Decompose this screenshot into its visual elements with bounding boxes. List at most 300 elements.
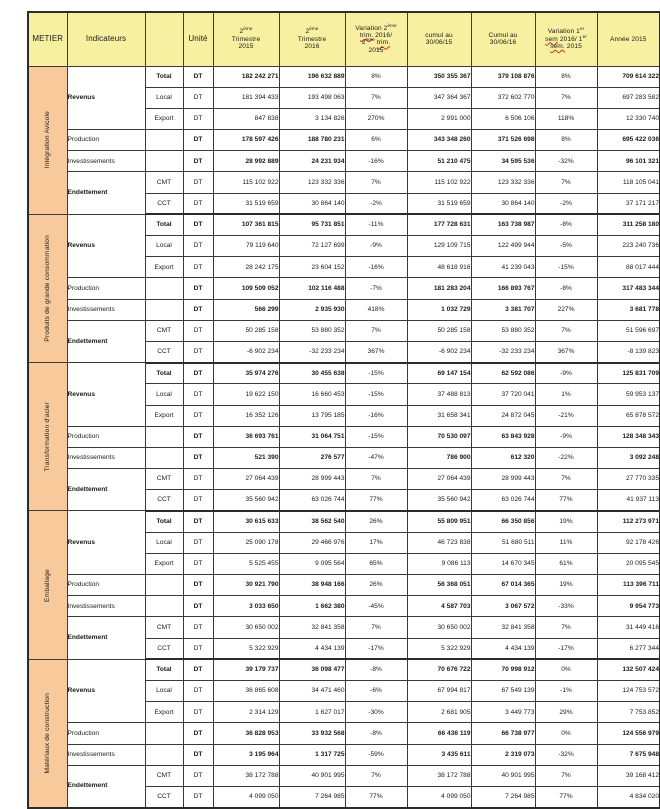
indicator-cell: Investissements [67, 744, 145, 765]
value-cumul-2016: 4 434 139 [471, 638, 535, 659]
sub-indicator-cell: Export [145, 257, 183, 278]
table-row [28, 426, 660, 447]
value-annee-2015: 37 171 217 [597, 193, 660, 214]
value-annee-2015: 39 168 412 [597, 765, 660, 786]
unit-cell: DT [183, 363, 213, 384]
value-cumul-2016: 66 738 977 [471, 723, 535, 744]
sub-indicator-cell [145, 151, 183, 172]
header-subindicator-blank [145, 12, 183, 66]
value-t2-2015: 3 033 650 [213, 596, 279, 617]
value-t2-2015: 4 099 050 [213, 786, 279, 807]
value-variation-semestre: 7% [535, 87, 597, 108]
value-cumul-2015: 350 355 367 [407, 66, 471, 87]
value-t2-2015: 30 650 002 [213, 617, 279, 638]
header-cumul-2016 [471, 12, 535, 66]
value-annee-2015: 41 937 113 [597, 490, 660, 511]
table-row [28, 659, 660, 680]
value-cumul-2015: 70 530 097 [407, 426, 471, 447]
value-annee-2015: 118 105 041 [597, 172, 660, 193]
metier-cell [28, 659, 67, 807]
value-t2-2016: 40 901 995 [279, 765, 345, 786]
sub-indicator-cell [145, 426, 183, 447]
value-cumul-2016: 67 549 139 [471, 680, 535, 701]
value-variation-trimestre: -15% [345, 426, 407, 447]
value-cumul-2015: 70 676 722 [407, 659, 471, 680]
metier-cell [28, 66, 67, 214]
value-cumul-2016: 41 239 043 [471, 257, 535, 278]
value-t2-2016: 123 332 336 [279, 172, 345, 193]
value-variation-trimestre: -15% [345, 384, 407, 405]
value-cumul-2016: 53 880 352 [471, 320, 535, 341]
table-row [28, 723, 660, 744]
value-cumul-2015: 55 809 951 [407, 511, 471, 532]
value-variation-semestre: 11% [535, 532, 597, 553]
metier-cell [28, 363, 67, 511]
value-cumul-2015: 181 283 204 [407, 278, 471, 299]
header-t2-2015 [213, 12, 279, 66]
unit-cell: DT [183, 278, 213, 299]
value-variation-trimestre: -59% [345, 744, 407, 765]
value-t2-2016: 95 731 851 [279, 214, 345, 235]
value-cumul-2015: 56 368 051 [407, 575, 471, 596]
sub-indicator-cell: CCT [145, 490, 183, 511]
value-variation-trimestre: 77% [345, 786, 407, 807]
sub-indicator-cell: CCT [145, 193, 183, 214]
unit-cell: DT [183, 659, 213, 680]
metier-label: Matériaux de construction [44, 692, 52, 774]
header-variation-trimestre [345, 12, 407, 66]
value-cumul-2016: 37 720 041 [471, 384, 535, 405]
value-annee-2015: 113 396 711 [597, 575, 660, 596]
value-annee-2015: 132 507 424 [597, 659, 660, 680]
value-variation-trimestre: 367% [345, 341, 407, 362]
spellcheck-word-sem1: sem [545, 35, 558, 43]
unit-cell: DT [183, 617, 213, 638]
value-annee-2015: 96 101 321 [597, 151, 660, 172]
value-annee-2015: 128 348 343 [597, 426, 660, 447]
value-t2-2015: 36 693 761 [213, 426, 279, 447]
value-annee-2015: 27 770 335 [597, 469, 660, 490]
value-annee-2015: 20 095 545 [597, 553, 660, 574]
value-annee-2015: 88 017 444 [597, 257, 660, 278]
metier-indicators-table [27, 11, 660, 809]
unit-cell: DT [183, 638, 213, 659]
indicator-cell: Revenus [67, 511, 145, 575]
value-variation-trimestre: -2% [345, 193, 407, 214]
indicator-cell: Revenus [67, 659, 145, 723]
value-variation-trimestre: -47% [345, 447, 407, 468]
table-row [28, 214, 660, 235]
header-metier: METIER [28, 12, 67, 66]
value-cumul-2015: 343 348 260 [407, 130, 471, 151]
sub-indicator-cell: Local [145, 384, 183, 405]
value-t2-2016: 63 026 744 [279, 490, 345, 511]
value-cumul-2016: 24 872 045 [471, 405, 535, 426]
header-t2-2016-line3: 2016 [304, 42, 320, 50]
value-variation-trimestre: 7% [345, 469, 407, 490]
table-row [28, 151, 660, 172]
value-variation-semestre: -1% [535, 680, 597, 701]
sub-indicator-cell: Total [145, 66, 183, 87]
indicator-cell: Endettement [67, 765, 145, 807]
value-cumul-2015: 2 681 905 [407, 702, 471, 723]
value-annee-2015: 3 681 778 [597, 299, 660, 320]
value-cumul-2015: 31 519 659 [407, 193, 471, 214]
value-t2-2016: 196 632 889 [279, 66, 345, 87]
value-t2-2016: 38 948 166 [279, 575, 345, 596]
table-row [28, 363, 660, 384]
value-t2-2015: 36 865 608 [213, 680, 279, 701]
unit-cell: DT [183, 130, 213, 151]
unit-cell: DT [183, 320, 213, 341]
value-t2-2015: 19 622 150 [213, 384, 279, 405]
value-annee-2015: 317 483 344 [597, 278, 660, 299]
value-t2-2015: 181 394 433 [213, 87, 279, 108]
header-t2-2016 [279, 12, 345, 66]
value-cumul-2016: 612 320 [471, 447, 535, 468]
value-cumul-2015: 50 285 158 [407, 320, 471, 341]
value-t2-2015: 36 828 953 [213, 723, 279, 744]
value-annee-2015: 112 273 971 [597, 511, 660, 532]
value-variation-semestre: -21% [535, 405, 597, 426]
spellcheck-word-sem2: sem. [550, 42, 565, 50]
value-cumul-2016: 30 864 140 [471, 193, 535, 214]
value-t2-2015: 5 525 455 [213, 553, 279, 574]
unit-cell: DT [183, 680, 213, 701]
value-cumul-2015: 2 991 000 [407, 108, 471, 129]
unit-cell: DT [183, 214, 213, 235]
header-cumul-2016-line1: Cumul au [488, 31, 518, 39]
value-cumul-2016: 163 738 987 [471, 214, 535, 235]
header-var-trim-line2: trim. 2016/ [359, 31, 393, 39]
value-t2-2015: 25 090 178 [213, 532, 279, 553]
value-t2-2016: 7 264 985 [279, 786, 345, 807]
value-variation-semestre: 19% [535, 511, 597, 532]
unit-cell: DT [183, 108, 213, 129]
metier-label: Transformation d'acier [44, 402, 52, 472]
metier-label: Intégration Avicole [44, 111, 52, 169]
header-cumul-2015-line1: cumul au [425, 31, 453, 39]
value-variation-trimestre: 6% [345, 130, 407, 151]
unit-cell: DT [183, 469, 213, 490]
value-variation-trimestre: 17% [345, 532, 407, 553]
sub-indicator-cell: Export [145, 405, 183, 426]
value-t2-2016: 34 471 460 [279, 680, 345, 701]
sub-indicator-cell: CMT [145, 320, 183, 341]
value-cumul-2015: 4 099 050 [407, 786, 471, 807]
indicator-cell: Revenus [67, 363, 145, 427]
spellcheck-word-trim1: trim. [359, 31, 374, 39]
value-variation-trimestre: -8% [345, 723, 407, 744]
value-t2-2016: 9 095 564 [279, 553, 345, 574]
sub-indicator-cell [145, 447, 183, 468]
value-variation-trimestre: 7% [345, 320, 407, 341]
value-variation-trimestre: -6% [345, 680, 407, 701]
table-row [28, 299, 660, 320]
sub-indicator-cell: Local [145, 680, 183, 701]
value-variation-semestre: 19% [535, 575, 597, 596]
value-cumul-2016: 14 670 345 [471, 553, 535, 574]
value-variation-semestre: -9% [535, 426, 597, 447]
value-cumul-2015: 30 650 002 [407, 617, 471, 638]
value-cumul-2015: 66 436 119 [407, 723, 471, 744]
metier-cell [28, 511, 67, 659]
value-t2-2016: 1 627 017 [279, 702, 345, 723]
value-cumul-2016: 51 680 511 [471, 532, 535, 553]
table-row [28, 278, 660, 299]
indicator-cell: Production [67, 426, 145, 447]
sub-indicator-cell: Export [145, 108, 183, 129]
value-variation-semestre: -17% [535, 638, 597, 659]
sub-indicator-cell: Total [145, 659, 183, 680]
spellcheck-word-trim2: trim. [376, 39, 391, 47]
header-var-trim-line4: 2015 [368, 46, 384, 54]
indicator-cell: Investissements [67, 596, 145, 617]
value-cumul-2016: 6 506 106 [471, 108, 535, 129]
value-t2-2016: 28 999 443 [279, 469, 345, 490]
sub-indicator-cell: Total [145, 363, 183, 384]
sub-indicator-cell: CMT [145, 765, 183, 786]
value-variation-trimestre: 26% [345, 575, 407, 596]
unit-cell: DT [183, 553, 213, 574]
header-var-sem-line1: Variation 1er [547, 26, 585, 36]
header-t2-2016-line2: Trimestre [297, 35, 327, 43]
value-annee-2015: 4 834 020 [597, 786, 660, 807]
sub-indicator-cell [145, 299, 183, 320]
sub-indicator-cell: Total [145, 214, 183, 235]
table-row [28, 744, 660, 765]
value-cumul-2016: 7 264 985 [471, 786, 535, 807]
unit-cell: DT [183, 426, 213, 447]
value-t2-2015: 30 615 633 [213, 511, 279, 532]
unit-cell: DT [183, 490, 213, 511]
indicator-cell: Investissements [67, 151, 145, 172]
value-variation-semestre: 7% [535, 320, 597, 341]
value-t2-2015: 27 064 439 [213, 469, 279, 490]
header-var-sem-line2: sem 2016/ 1er [545, 33, 587, 43]
value-variation-semestre: 29% [535, 702, 597, 723]
sub-indicator-cell: CCT [145, 341, 183, 362]
indicator-cell: Endettement [67, 617, 145, 659]
value-t2-2016: 36 098 477 [279, 659, 345, 680]
table-row [28, 511, 660, 532]
value-cumul-2016: 67 014 365 [471, 575, 535, 596]
value-t2-2016: 53 880 352 [279, 320, 345, 341]
unit-cell: DT [183, 257, 213, 278]
value-variation-trimestre: 418% [345, 299, 407, 320]
value-t2-2016: 4 434 139 [279, 638, 345, 659]
unit-cell: DT [183, 596, 213, 617]
unit-cell: DT [183, 384, 213, 405]
table-row [28, 469, 660, 490]
value-t2-2016: 33 932 568 [279, 723, 345, 744]
value-annee-2015: 92 178 426 [597, 532, 660, 553]
value-variation-semestre: 227% [535, 299, 597, 320]
value-cumul-2016: 63 026 744 [471, 490, 535, 511]
value-variation-semestre: -8% [535, 278, 597, 299]
value-cumul-2015: 1 032 729 [407, 299, 471, 320]
unit-cell: DT [183, 511, 213, 532]
value-variation-semestre: -9% [535, 363, 597, 384]
value-t2-2015: 50 285 158 [213, 320, 279, 341]
value-cumul-2015: 27 064 439 [407, 469, 471, 490]
value-t2-2016: 13 795 185 [279, 405, 345, 426]
value-t2-2015: 182 242 271 [213, 66, 279, 87]
value-t2-2015: 2 314 129 [213, 702, 279, 723]
value-cumul-2015: 3 435 611 [407, 744, 471, 765]
value-variation-trimestre: -7% [345, 278, 407, 299]
value-annee-2015: 31 449 416 [597, 617, 660, 638]
spreadsheet-sheet [27, 11, 659, 809]
unit-cell: DT [183, 723, 213, 744]
unit-cell: DT [183, 299, 213, 320]
value-cumul-2015: 129 109 715 [407, 236, 471, 257]
value-cumul-2015: 69 147 154 [407, 363, 471, 384]
value-t2-2016: 30 864 140 [279, 193, 345, 214]
value-annee-2015: 59 953 137 [597, 384, 660, 405]
value-t2-2016: 72 127 699 [279, 236, 345, 257]
value-t2-2015: 79 119 640 [213, 236, 279, 257]
value-cumul-2016: 70 998 912 [471, 659, 535, 680]
value-variation-trimestre: 65% [345, 553, 407, 574]
value-variation-semestre: 7% [535, 469, 597, 490]
value-t2-2015: 38 172 788 [213, 765, 279, 786]
header-t2-2015-line2: Trimestre [231, 35, 261, 43]
value-cumul-2016: 122 499 944 [471, 236, 535, 257]
value-t2-2015: 35 974 276 [213, 363, 279, 384]
value-cumul-2015: 46 723 838 [407, 532, 471, 553]
value-variation-semestre: 77% [535, 786, 597, 807]
value-variation-trimestre: -45% [345, 596, 407, 617]
value-cumul-2016: 63 843 928 [471, 426, 535, 447]
unit-cell: DT [183, 151, 213, 172]
value-variation-semestre: 77% [535, 490, 597, 511]
unit-cell: DT [183, 405, 213, 426]
value-annee-2015: 311 258 180 [597, 214, 660, 235]
value-variation-trimestre: -16% [345, 257, 407, 278]
value-cumul-2016: 62 592 086 [471, 363, 535, 384]
value-t2-2016: 16 660 453 [279, 384, 345, 405]
value-variation-trimestre: -16% [345, 151, 407, 172]
value-t2-2016: 30 455 638 [279, 363, 345, 384]
value-t2-2016: 31 064 751 [279, 426, 345, 447]
value-cumul-2015: 51 210 475 [407, 151, 471, 172]
indicator-cell: Investissements [67, 299, 145, 320]
value-t2-2015: 28 992 889 [213, 151, 279, 172]
value-variation-trimestre: 7% [345, 617, 407, 638]
header-unite: Unité [183, 12, 213, 66]
unit-cell: DT [183, 532, 213, 553]
indicator-cell: Endettement [67, 172, 145, 214]
value-annee-2015: 697 283 582 [597, 87, 660, 108]
value-annee-2015: 223 240 736 [597, 236, 660, 257]
table-body [28, 66, 660, 808]
value-cumul-2015: 35 560 942 [407, 490, 471, 511]
value-cumul-2015: 67 994 817 [407, 680, 471, 701]
value-t2-2015: 5 322 929 [213, 638, 279, 659]
value-cumul-2015: 31 658 341 [407, 405, 471, 426]
value-variation-trimestre: -17% [345, 638, 407, 659]
value-t2-2016: 102 116 488 [279, 278, 345, 299]
value-variation-trimestre: 7% [345, 765, 407, 786]
header-var-trim-line1: Variation 2ème [355, 22, 397, 32]
value-variation-semestre: -22% [535, 447, 597, 468]
value-cumul-2016: 379 108 876 [471, 66, 535, 87]
value-variation-semestre: -8% [535, 214, 597, 235]
value-t2-2016: 32 841 358 [279, 617, 345, 638]
value-annee-2015: 7 753 852 [597, 702, 660, 723]
value-t2-2015: 107 361 815 [213, 214, 279, 235]
value-annee-2015: 51 596 697 [597, 320, 660, 341]
value-cumul-2016: 371 526 698 [471, 130, 535, 151]
value-annee-2015: 65 878 572 [597, 405, 660, 426]
unit-cell: DT [183, 66, 213, 87]
table-row [28, 66, 660, 87]
header-t2-2015-line3: 2015 [238, 42, 254, 50]
sub-indicator-cell [145, 278, 183, 299]
value-cumul-2016: 32 841 358 [471, 617, 535, 638]
value-t2-2015: 566 299 [213, 299, 279, 320]
sub-indicator-cell [145, 723, 183, 744]
value-annee-2015: 709 614 322 [597, 66, 660, 87]
header-variation-semestre [535, 12, 597, 66]
indicator-cell: Production [67, 278, 145, 299]
value-t2-2015: 35 560 942 [213, 490, 279, 511]
value-t2-2016: 276 577 [279, 447, 345, 468]
unit-cell: DT [183, 236, 213, 257]
sub-indicator-cell: Export [145, 553, 183, 574]
header-t2-2015-line1: 2ème [239, 26, 253, 36]
unit-cell: DT [183, 744, 213, 765]
value-cumul-2016: 166 893 767 [471, 278, 535, 299]
value-variation-semestre: 1% [535, 384, 597, 405]
header-var-trim-line3: 2ème trim. [361, 37, 391, 47]
unit-cell: DT [183, 702, 213, 723]
value-annee-2015: 3 092 248 [597, 447, 660, 468]
value-t2-2016: 2 935 930 [279, 299, 345, 320]
sub-indicator-cell: Total [145, 511, 183, 532]
value-variation-trimestre: 77% [345, 490, 407, 511]
value-t2-2015: 3 195 964 [213, 744, 279, 765]
header-var-sem-line3: sem. 2015 [550, 42, 582, 50]
value-t2-2015: 16 352 126 [213, 405, 279, 426]
value-annee-2015: 9 954 773 [597, 596, 660, 617]
value-annee-2015: -8 139 823 [597, 341, 660, 362]
value-cumul-2016: 372 602 770 [471, 87, 535, 108]
value-cumul-2015: 4 587 703 [407, 596, 471, 617]
value-t2-2015: 109 509 052 [213, 278, 279, 299]
value-variation-trimestre: -30% [345, 702, 407, 723]
value-cumul-2015: -6 902 234 [407, 341, 471, 362]
sub-indicator-cell: Export [145, 702, 183, 723]
sub-indicator-cell [145, 596, 183, 617]
value-cumul-2015: 177 728 631 [407, 214, 471, 235]
value-t2-2015: -6 902 234 [213, 341, 279, 362]
indicator-cell: Revenus [67, 66, 145, 130]
sub-indicator-cell: CMT [145, 469, 183, 490]
value-t2-2016: -32 233 234 [279, 341, 345, 362]
sub-indicator-cell: CMT [145, 172, 183, 193]
value-cumul-2016: -32 233 234 [471, 341, 535, 362]
value-variation-semestre: -15% [535, 257, 597, 278]
table-row [28, 130, 660, 151]
header-row [28, 12, 660, 66]
value-t2-2015: 847 838 [213, 108, 279, 129]
indicator-cell: Investissements [67, 447, 145, 468]
value-t2-2016: 3 134 826 [279, 108, 345, 129]
value-annee-2015: 6 277 344 [597, 638, 660, 659]
header-annee-2015: Année 2015 [597, 12, 660, 66]
